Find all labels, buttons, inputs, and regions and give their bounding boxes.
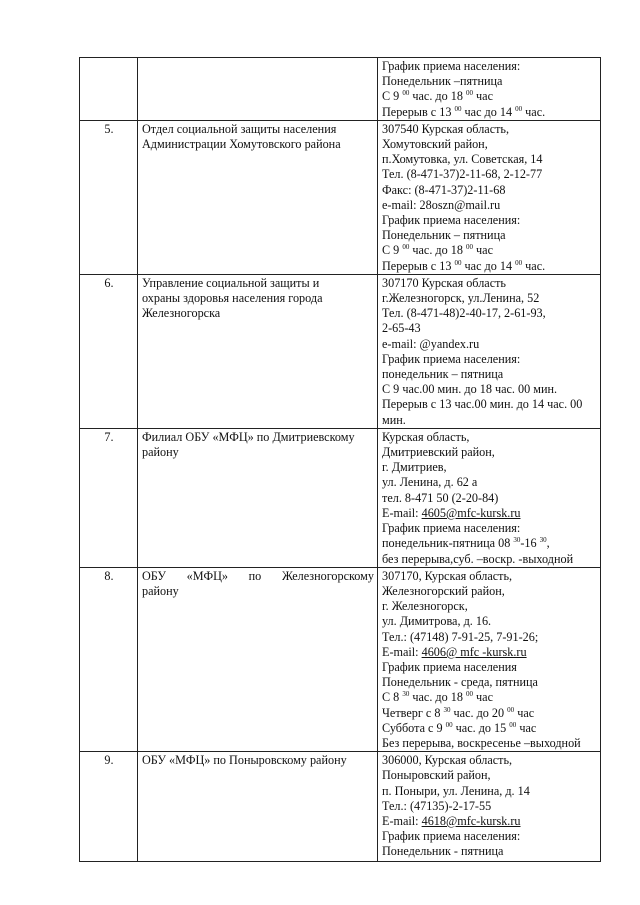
table-row: [80, 567, 601, 751]
org-line: Администрации Хомутовского района: [142, 137, 341, 152]
detail-line: г. Железногорск,: [382, 599, 468, 614]
organization-name: [138, 428, 378, 567]
detail-line: п. Поныри, ул. Ленина, д. 14: [382, 783, 530, 798]
org-line: району: [142, 445, 179, 460]
detail-line: e-mail: 28oszn@mail.ru: [382, 197, 501, 212]
row-number: [80, 58, 138, 121]
detail-line: 307170 Курская область: [382, 275, 506, 290]
row-number: 7.: [80, 428, 138, 567]
office-schedule-table: [79, 57, 601, 862]
row-number: 9.: [80, 752, 138, 862]
email-link[interactable]: 4618@mfc-kursk.ru: [421, 813, 521, 828]
detail-line: График приема населения:: [382, 351, 521, 366]
detail-line: Перерыв с 13 $^{00}$ час до 14 $^{00}$ час.: [382, 104, 546, 119]
detail-line: С 9 $^{00}$ час. до 18 $^{00}$ час: [382, 89, 493, 104]
email-link[interactable]: 4606@ mfc -kursk.ru: [421, 644, 527, 659]
org-word: по: [248, 568, 262, 583]
detail-line: ул. Димитрова, д. 16.: [382, 614, 492, 629]
detail-line: Суббота с 9 $^{00}$ час. до 15 $^{00}$ час: [382, 720, 537, 735]
detail-line: С 8 $^{30}$ час. до 18 $^{00}$ час: [382, 690, 493, 705]
email-link[interactable]: 4605@mfc-kursk.ru: [421, 505, 521, 520]
detail-line: понедельник-пятница 08 $^{30}$-16 $^{30}$,: [382, 536, 550, 551]
time-superscript: 00: [454, 104, 462, 113]
table-body: [80, 58, 601, 862]
detail-line: График приема населения:: [382, 521, 521, 536]
detail-line: E-mail: 4606@ mfc -kursk.ru: [382, 644, 527, 659]
detail-line: Курская область,: [382, 429, 470, 444]
detail-line: График приема населения: [382, 659, 517, 674]
table-row: [80, 428, 601, 567]
table-row: [80, 58, 601, 121]
detail-line: Поныровский район,: [382, 768, 491, 783]
detail-line: ул. Ленина, д. 62 а: [382, 475, 478, 490]
org-line: району: [142, 583, 179, 598]
detail-line: мин.: [382, 412, 406, 427]
detail-line: Тел.: (47135)-2-17-55: [382, 798, 492, 813]
organization-name: [138, 752, 378, 862]
detail-line: Перерыв с 13 час.00 мин. до 14 час. 00: [382, 397, 583, 412]
detail-line: понедельник – пятница: [382, 367, 504, 382]
detail-line: Факс: (8-471-37)2-11-68: [382, 182, 506, 197]
org-line: Отдел социальной защиты населения: [142, 121, 337, 136]
row-number: 5.: [80, 120, 138, 274]
detail-line: 307540 Курская область,: [382, 121, 510, 136]
detail-line: 306000, Курская область,: [382, 753, 513, 768]
org-line: [142, 569, 374, 584]
organization-name: [138, 120, 378, 274]
table-row: [80, 120, 601, 274]
row-number: 6.: [80, 274, 138, 428]
detail-line: Перерыв с 13 $^{00}$ час до 14 $^{00}$ час.: [382, 258, 546, 273]
org-word: ОБУ: [142, 568, 166, 583]
organization-name: [138, 567, 378, 751]
time-superscript: 00: [402, 89, 410, 98]
detail-line: Железногорский район,: [382, 583, 505, 598]
time-superscript: 00: [509, 720, 517, 729]
detail-line: Четверг с 8 $^{30}$ час. до 20 $^{00}$ час: [382, 705, 535, 720]
detail-line: Хомутовский район,: [382, 137, 488, 152]
org-line: Филиал ОБУ «МФЦ» по Дмитриевскому: [142, 429, 355, 444]
detail-line: Тел.: (47148) 7-91-25, 7-91-26;: [382, 629, 539, 644]
time-superscript: 00: [507, 705, 515, 714]
time-superscript: 00: [402, 243, 410, 252]
time-superscript: 00: [515, 258, 523, 267]
row-number: 8.: [80, 567, 138, 751]
detail-line: Понедельник –пятница: [382, 74, 503, 89]
time-superscript: 00: [445, 720, 453, 729]
detail-line: e-mail: @yandex.ru: [382, 336, 480, 351]
detail-line: г.Железногорск, ул.Ленина, 52: [382, 291, 540, 306]
time-superscript: 30: [443, 705, 451, 714]
detail-line: 2-65-43: [382, 321, 421, 336]
time-superscript: 30: [402, 690, 410, 699]
organization-name: [138, 58, 378, 121]
detail-line: Тел. (8-471-37)2-11-68, 2-12-77: [382, 167, 543, 182]
contact-details: [378, 752, 601, 862]
contact-details: [378, 120, 601, 274]
organization-name: [138, 274, 378, 428]
detail-line: Без перерыва, воскресенье –выходной: [382, 735, 581, 750]
detail-line: Понедельник – пятница: [382, 228, 506, 243]
detail-line: График приема населения:: [382, 59, 521, 73]
detail-line: График приема населения:: [382, 213, 521, 228]
detail-line: График приема населения:: [382, 829, 521, 844]
detail-line: 307170, Курская область,: [382, 568, 513, 583]
detail-line: Понедельник - пятница: [382, 844, 504, 859]
contact-details: [378, 567, 601, 751]
detail-line: без перерыва,суб. –воскр. -выходной: [382, 551, 574, 566]
time-superscript: 00: [466, 243, 473, 252]
time-superscript: 00: [515, 104, 523, 113]
org-word: Железногорскому: [281, 568, 374, 583]
contact-details: [378, 58, 601, 121]
time-superscript: 00: [466, 89, 473, 98]
contact-details: [378, 274, 601, 428]
detail-line: С 9 час.00 мин. до 18 час. 00 мин.: [382, 382, 558, 397]
time-superscript: 30: [539, 536, 547, 545]
detail-line: Тел. (8-471-48)2-40-17, 2-61-93,: [382, 306, 546, 321]
org-line: ОБУ «МФЦ» по Поныровскому району: [142, 753, 347, 768]
detail-line: С 9 $^{00}$ час. до 18 $^{00}$ час: [382, 243, 493, 258]
contact-details: [378, 428, 601, 567]
detail-line: E-mail: 4618@mfc-kursk.ru: [382, 813, 521, 828]
detail-line: Дмитриевский район,: [382, 445, 495, 460]
time-superscript: 00: [454, 258, 462, 267]
detail-line: Понедельник - среда, пятница: [382, 675, 538, 690]
table-row: [80, 274, 601, 428]
detail-line: тел. 8-471 50 (2-20-84): [382, 490, 499, 505]
detail-line: п.Хомутовка, ул. Советская, 14: [382, 152, 543, 167]
detail-line: E-mail: 4605@mfc-kursk.ru: [382, 505, 521, 520]
detail-line: г. Дмитриев,: [382, 460, 447, 475]
org-line: Управление социальной защиты и: [142, 275, 320, 290]
org-word: «МФЦ»: [186, 568, 228, 583]
time-superscript: 30: [513, 536, 521, 545]
time-superscript: 00: [466, 690, 473, 699]
table-row: [80, 752, 601, 862]
org-line: Железногорска: [142, 306, 221, 321]
org-line: охраны здоровья населения города: [142, 291, 323, 306]
